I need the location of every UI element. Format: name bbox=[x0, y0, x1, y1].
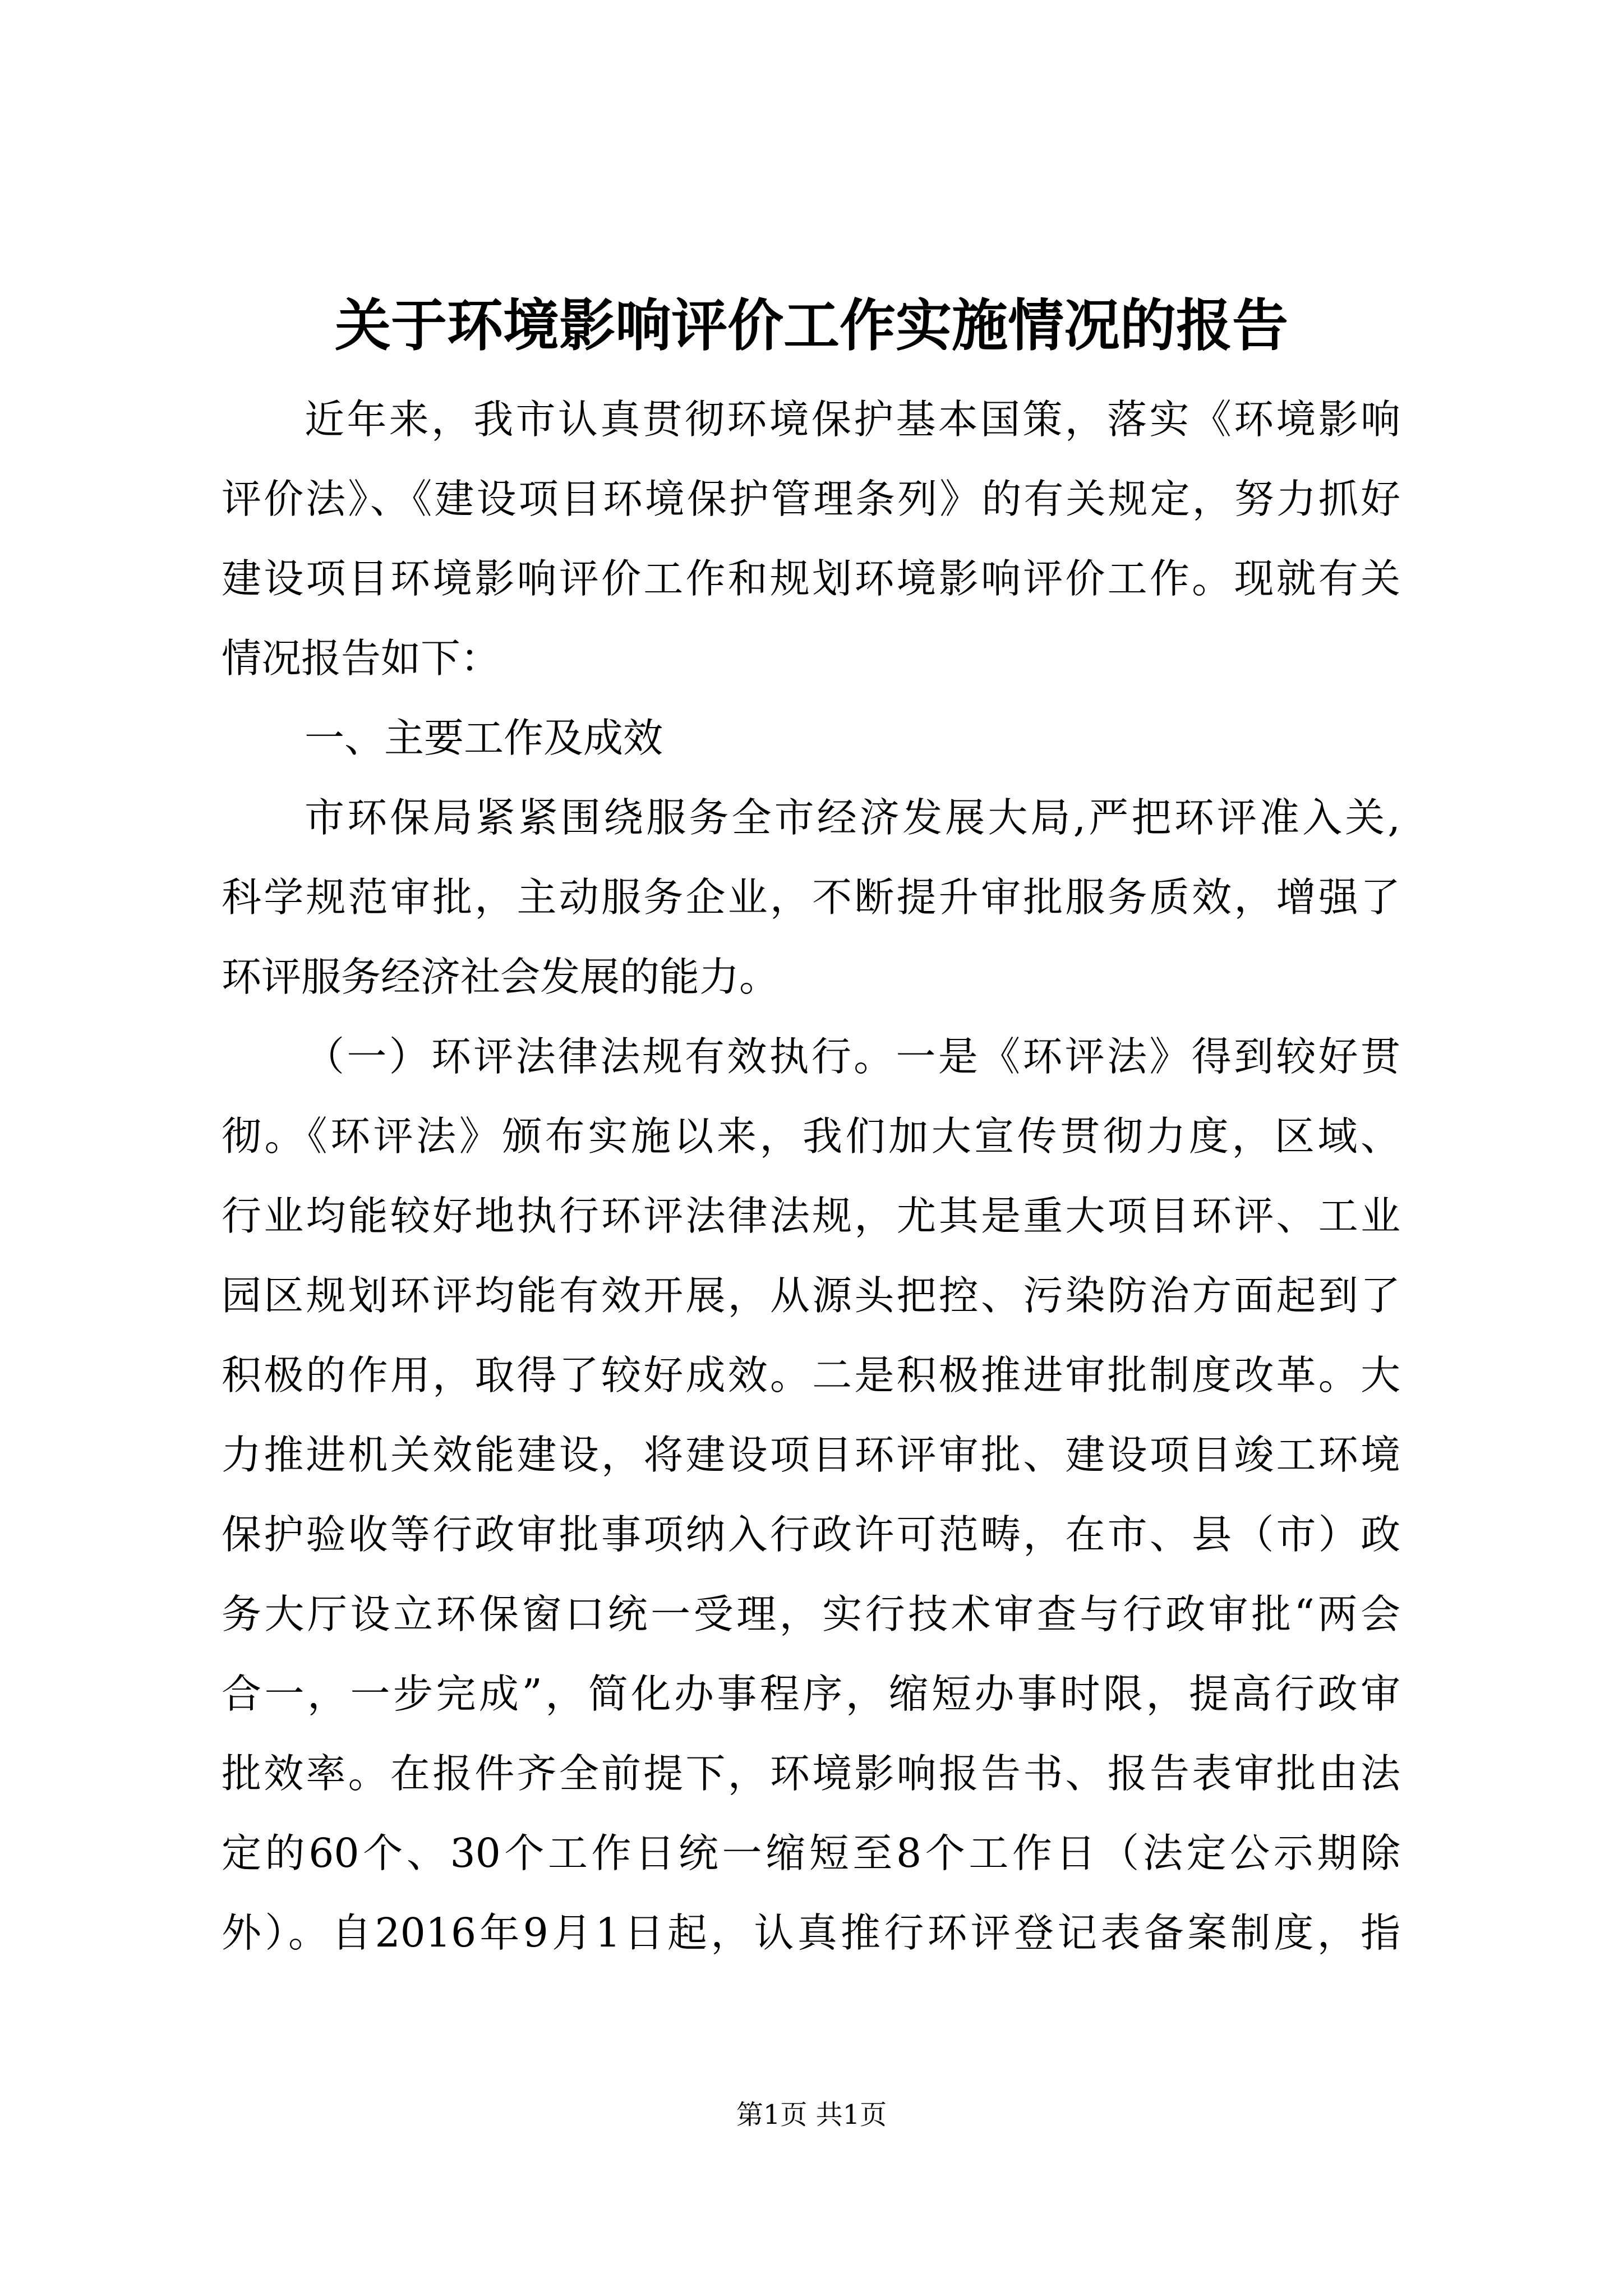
paragraph-line: 环评服务经济社会发展的能力。 bbox=[222, 954, 780, 1000]
paragraph-line: 建设项目环境影响评价工作和规划环境影响评价工作。现就有关 bbox=[222, 555, 1400, 602]
paragraph-line: 批效率。在报件齐全前提下，环境影响报告书、报告表审批由法 bbox=[222, 1750, 1400, 1797]
paragraph-line: 评价法》、《建设项目环境保护管理条列》的有关规定，努力抓好 bbox=[222, 476, 1400, 522]
paragraph-overview bbox=[222, 778, 1400, 1017]
paragraph-intro bbox=[222, 380, 1400, 698]
paragraph-line: 力推进机关效能建设，将建设项目环评审批、建设项目竣工环境 bbox=[222, 1432, 1400, 1478]
paragraph-line: 市环保局紧紧围绕服务全市经济发展大局,严把环评准入关, bbox=[305, 794, 1400, 841]
document-title: 关于环境影响评价工作实施情况的报告 bbox=[335, 292, 1288, 358]
paragraph-line: 合一，一步完成”，简化办事程序，缩短办事时限，提高行政审 bbox=[222, 1671, 1400, 1717]
paragraph-line: 园区规划环评均能有效开展，从源头把控、污染防治方面起到了 bbox=[222, 1272, 1400, 1319]
paragraph-line: 定的60个、30个工作日统一缩短至8个工作日（法定公示期除 bbox=[222, 1830, 1400, 1876]
section-heading bbox=[222, 698, 1400, 778]
page-footer: 第1页 共1页 bbox=[736, 2099, 887, 2131]
paragraph-line: 情况报告如下： bbox=[222, 635, 501, 682]
paragraph-line: 积极的作用，取得了较好成效。二是积极推进审批制度改革。大 bbox=[222, 1352, 1400, 1398]
paragraph-line: 行业均能较好地执行环评法律法规，尤其是重大项目环评、工业 bbox=[222, 1193, 1400, 1239]
document-body bbox=[222, 380, 1400, 1973]
section-heading-text: 一、主要工作及成效 bbox=[305, 715, 663, 761]
paragraph-line: （一）环评法律法规有效执行。一是《环评法》得到较好贯 bbox=[305, 1033, 1400, 1080]
paragraph-line: 外）。自2016年9月1日起，认真推行环评登记表备案制度，指 bbox=[222, 1910, 1400, 1956]
paragraph-line: 近年来，我市认真贯彻环境保护基本国策，落实《环境影响 bbox=[305, 396, 1400, 443]
paragraph-line: 保护验收等行政审批事项纳入行政许可范畴，在市、县（市）政 bbox=[222, 1511, 1400, 1558]
paragraph-line: 彻。《环评法》颁布实施以来，我们加大宣传贯彻力度，区域、 bbox=[222, 1113, 1400, 1159]
paragraph-subsection-1 bbox=[222, 1017, 1400, 1973]
paragraph-line: 科学规范审批，主动服务企业，不断提升审批服务质效，增强了 bbox=[222, 874, 1400, 921]
paragraph-line: 务大厅设立环保窗口统一受理，实行技术审查与行政审批“两会 bbox=[222, 1591, 1400, 1637]
